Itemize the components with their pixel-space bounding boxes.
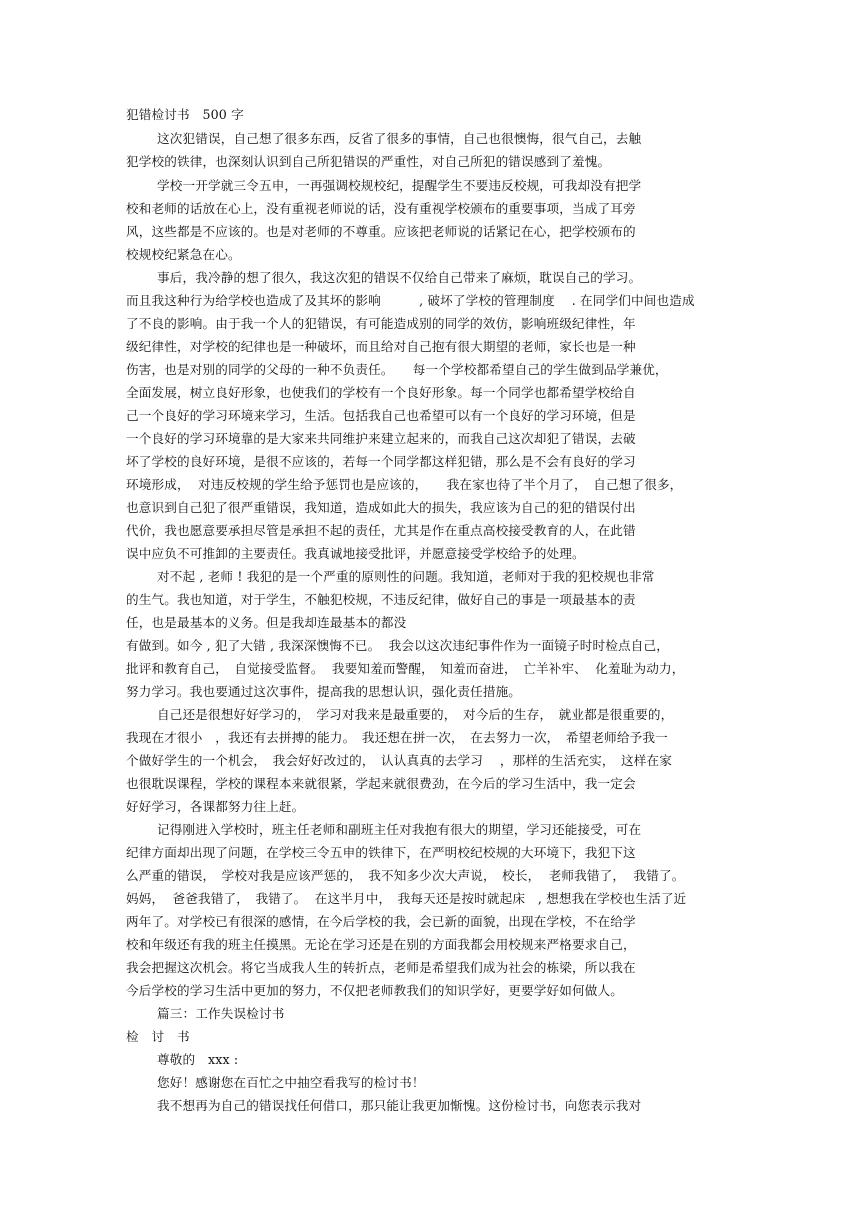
text-line: 有做到。如今 , 犯了大错 , 我深深懊悔不已。 我会以这次违纪事件作为一面镜子时时检点自己， [126,638,669,653]
text-line: 也意识到自己犯了很严重错误，我知道，造成如此大的损失，我应该为自己的犯的错误付出 [126,500,636,515]
text-line: 校和老师的话放在心上，没有重视老师说的话，没有重视学校颁布的重要事项，当成了耳旁 [126,201,636,216]
text-line: 的生气。我也知道，对于学生，不触犯校规，不违反纪律，做好自己的事是一项最基本的责 [126,592,636,607]
text-line: 今后学校的学习生活中更加的努力，不仅把老师教我们的知识学好，更要学好如何做人。 [126,983,624,998]
text-line: 事后，我冷静的想了很久，我这次犯的错误不仅给自己带来了麻烦，耽误自己的学习。 [157,270,642,285]
text-line: 级纪律性，对学校的纪律也是一种破坏，而且给对自己抱有很大期望的老师，家长也是一种 [126,339,636,354]
text-line: 我现在才很小 ，我还有去拼搏的能力。 我还想在拼一次， 在去努力一次， 希望老师给予我一 [126,730,668,745]
text-line: 么严重的错误， 学校对我是应该严惩的， 我不知多少次大声说， 校长， 老师我错了， 我错了。 [126,868,685,883]
text-line: 妈妈， 爸爸我错了， 我错了。 在这半月中， 我每天还是按时就起床 , 想想我在学校也生活了近 [126,891,687,906]
text-line: 学校一开学就三令五申，一再强调校规校纪，提醒学生不要违反校规，可我却没有把学 [157,178,642,193]
text-line: 好好学习，各课都努力往上赶。 [126,799,305,814]
text-line: 也很耽误课程，学校的课程本来就很紧，学起来就很费劲，在今后的学习生活中，我一定会 [126,776,636,791]
text-line: 误中应负不可推卸的主要责任。我真诚地接受批评，并愿意接受学校给予的处理。 [126,546,585,561]
text-line: 您好！感谢您在百忙之中抽空看我写的检讨书！ [157,1075,425,1090]
text-line: 自己还是很想好好学习的， 学习对我来是最重要的， 对今后的生存， 就业都是很重要的， [157,707,674,722]
text-line: 一个良好的学习环境靠的是大家来共同维护来建立起来的，而我自己这次却犯了错误，去破 [126,431,636,446]
text-line: 校规校纪紧急在心。 [126,247,241,262]
text-line: 两年了。对学校已有很深的感情，在今后学校的我，会已新的面貌，出现在学校，不在给学 [126,914,636,929]
text-line: 己一个良好的学习环境来学习，生活。包括我自己也希望可以有一个良好的学习环境，但是 [126,408,636,423]
text-line: 对不起 , 老师 ! 我犯的是一个严重的原则性的问题。我知道，老师对于我的犯校规也非常 [157,569,655,584]
text-line: 记得刚进入学校时，班主任老师和副班主任对我抱有很大的期望，学习还能接受，可在 [157,822,642,837]
text-line: 纪律方面却出现了问题，在学校三令五申的铁律下，在严明校纪校规的大环境下，我犯下这 [126,845,636,860]
salutation: 尊敬的 xxx : [157,1052,239,1067]
text-line: 坏了学校的良好环境，是很不应该的，若每一个同学都这样犯错，那么是不会有良好的学习 [126,454,636,469]
text-line: 代价，我也愿意要承担尽管是承担不起的责任，尤其是作在重点高校接受教育的人，在此错 [126,523,636,538]
section-heading: 篇三：工作失误检讨书 [157,1006,285,1021]
text-line: 任，也是最基本的义务。但是我却连最基本的都没 [126,615,407,630]
text-line: 全面发展，树立良好形象，也使我们的学校有一个良好形象。每一个同学也都希望学校给自 [126,385,636,400]
text-line: 这次犯错误，自己想了很多东西，反省了很多的事情，自己也很懊悔，很气自己，去触 [157,131,642,146]
text-line: 环境形成， 对违反校规的学生给予惩罚也是应该的， 我在家也待了半个月了， 自己想了很多， [126,477,683,492]
text-line: 个做好学生的一个机会， 我会好好改过的， 认认真真的去学习 ，那样的生活充实， 这样在家 [126,753,672,768]
text-line: 犯学校的铁律，也深刻认识到自己所犯错误的严重性，对自己所犯的错误感到了羞愧。 [126,154,611,169]
text-line: 我会把握这次机会。将它当成我人生的转折点，老师是希望我们成为社会的栋梁，所以我在 [126,960,636,975]
text-line: 而且我这种行为给学校也造成了及其坏的影响 , 破坏了学校的管理制度 . 在同学们中间也造成 [126,293,695,308]
text-line: 风，这些都是不应该的。也是对老师的不尊重。应该把老师说的话紧记在心，把学校颁布的 [126,224,636,239]
text-line: 我不想再为自己的错误找任何借口，那只能让我更加惭愧。这份检讨书，向您表示我对 [157,1098,642,1113]
text-line: 伤害，也是对别的同学的父母的一种不负责任。 每一个学校都希望自己的学生做到品学兼优， [126,362,668,377]
text-line: 校和年级还有我的班主任摸黑。无论在学习还是在别的方面我都会用校规来严格要求自己， [126,937,636,952]
text-line: 努力学习。我也要通过这次事件，提高我的思想认识，强化责任措施。 [126,684,522,699]
text-line: 批评和教育自己， 自觉接受监督。 我要知羞而警醒， 知羞而奋进， 亡羊补牢、 化羞耻为动力， [126,661,685,676]
letter-title: 检 讨 书 [126,1029,190,1044]
text-line: 了不良的影响。由于我一个人的犯错误，有可能造成别的同学的效仿，影响班级纪律性，年 [126,316,636,331]
document-title: 犯错检讨书 500 字 [126,107,244,122]
